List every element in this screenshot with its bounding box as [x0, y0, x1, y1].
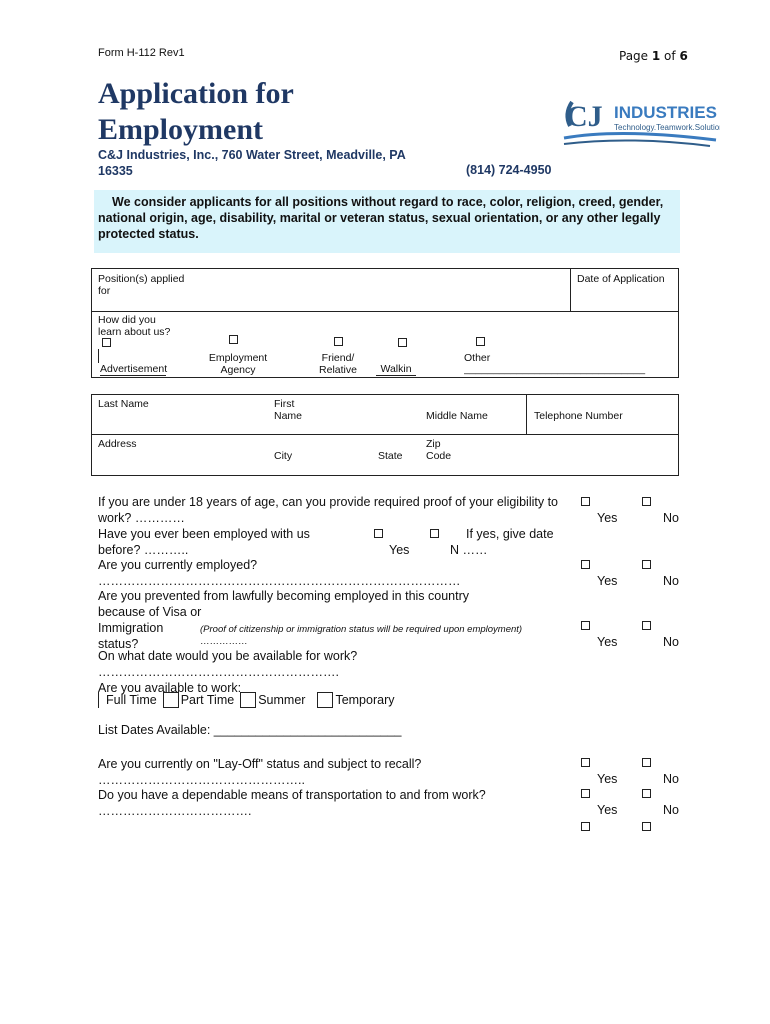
employed-before-date-field[interactable]: If yes, give date: [466, 527, 554, 541]
question-under-18: If you are under 18 years of age, can you provide required proof of your eligibility to work? …………: [98, 495, 558, 525]
agency-label: Employment Agency: [208, 352, 268, 376]
company-phone: (814) 724-4950: [466, 163, 552, 177]
under-18-no-label: No: [663, 511, 679, 525]
address-field[interactable]: Address: [98, 438, 137, 450]
page-title: Application for Employment: [98, 77, 294, 146]
city-field[interactable]: City: [274, 450, 293, 462]
currently-employed-yes-label: Yes: [597, 574, 618, 588]
visa-note: (Proof of citizenship or immigration status will be required upon employment): [200, 624, 523, 635]
visa-yes-checkbox[interactable]: [581, 621, 590, 630]
question-layoff: Are you currently on "Lay-Off" status and subject to recall? …………………………………………..: [98, 757, 422, 787]
svg-text:Technology.Teamwork.Solutions.: Technology.Teamwork.Solutions.: [614, 123, 720, 132]
middle-name-field[interactable]: Middle Name: [426, 410, 488, 422]
agency-checkbox[interactable]: [229, 335, 238, 344]
layoff-no-label: No: [663, 772, 679, 786]
currently-employed-no-checkbox[interactable]: [642, 560, 651, 569]
question-currently-employed: Are you currently employed? ……………………………………………………………………………: [98, 558, 461, 588]
svg-text:CJ: CJ: [566, 100, 603, 133]
under-18-no-checkbox[interactable]: [642, 497, 651, 506]
visa-yes-label: Yes: [597, 635, 618, 649]
full-time-label: Full Time: [106, 693, 157, 707]
last-name-field[interactable]: Last Name: [98, 398, 149, 410]
transport-yes-label: Yes: [597, 803, 618, 817]
company-address: C&J Industries, Inc., 760 Water Street, Meadville, PA 16335: [98, 148, 406, 178]
under-18-yes-checkbox[interactable]: [581, 497, 590, 506]
walkin-label: Walkin: [376, 363, 416, 376]
layoff-yes-label: Yes: [597, 772, 618, 786]
transport-no-label: No: [663, 803, 679, 817]
telephone-field[interactable]: Telephone Number: [534, 410, 623, 422]
part-time-checkbox[interactable]: [163, 692, 179, 708]
personal-section: [91, 394, 679, 476]
question-availability: Are you available to work:: [98, 681, 242, 695]
list-dates-field[interactable]: List Dates Available: ___________________________: [98, 723, 402, 737]
state-field[interactable]: State: [378, 450, 403, 462]
extra-yes-checkbox[interactable]: [581, 822, 590, 831]
form-id: Form H-112 Rev1: [98, 47, 185, 59]
transport-no-checkbox[interactable]: [642, 789, 651, 798]
question-visa: Are you prevented from lawfully becoming employed in this country because of Visa or Immigration status?: [98, 589, 470, 651]
friend-label: Friend/ Relative: [319, 352, 357, 376]
eeo-statement: We consider applicants for all positions without regard to race, color, religion, creed, gender, national origin, age, disability, marital or veteran status, sexual orientation, or any other legally protected status.: [94, 190, 680, 253]
employed-before-yes-checkbox[interactable]: [374, 529, 383, 538]
employed-before-no-checkbox[interactable]: [430, 529, 439, 538]
temporary-checkbox[interactable]: [317, 692, 333, 708]
advertisement-checkbox[interactable]: [102, 338, 111, 347]
how-learned-label: How did you learn about us?: [98, 314, 171, 338]
full-time-checkbox[interactable]: [98, 692, 104, 708]
part-time-label: Part Time: [180, 693, 235, 707]
visa-no-label: No: [663, 635, 679, 649]
question-transportation: Do you have a dependable means of transportation to and from work? ……………………………….: [98, 788, 486, 818]
temporary-label: Temporary: [335, 693, 395, 707]
page-number: Page 1 of 6: [619, 49, 688, 63]
currently-employed-yes-checkbox[interactable]: [581, 560, 590, 569]
extra-no-checkbox[interactable]: [642, 822, 651, 831]
other-checkbox[interactable]: [476, 337, 485, 346]
position-section: [91, 268, 679, 378]
zip-field[interactable]: Zip Code: [426, 438, 452, 462]
visa-dots: ……………: [200, 636, 248, 647]
visa-no-checkbox[interactable]: [642, 621, 651, 630]
under-18-yes-label: Yes: [597, 511, 618, 525]
svg-text:INDUSTRIES: INDUSTRIES: [614, 103, 717, 122]
other-field[interactable]: _______________________________: [464, 363, 646, 375]
advertisement-label: Advertisement: [100, 363, 168, 375]
question-employed-before: Have you ever been employed with us before? ………..: [98, 527, 310, 557]
first-name-field[interactable]: First Name: [274, 398, 303, 422]
walkin-checkbox[interactable]: [398, 338, 407, 347]
availability-options: [98, 692, 394, 708]
positions-applied-field[interactable]: Position(s) applied for: [98, 273, 185, 297]
friend-checkbox[interactable]: [334, 337, 343, 346]
layoff-yes-checkbox[interactable]: [581, 758, 590, 767]
summer-label: Summer: [258, 693, 306, 707]
summer-checkbox[interactable]: [240, 692, 256, 708]
layoff-no-checkbox[interactable]: [642, 758, 651, 767]
transport-yes-checkbox[interactable]: [581, 789, 590, 798]
question-available-date: On what date would you be available for work? ………………………………………………….: [98, 649, 358, 679]
date-of-application-field[interactable]: Date of Application: [577, 273, 665, 285]
other-label: Other: [464, 352, 491, 364]
currently-employed-no-label: No: [663, 574, 679, 588]
employed-before-yes-label: Yes: [389, 543, 410, 557]
company-logo: [560, 92, 720, 152]
employed-before-no-label: N ……: [450, 543, 488, 557]
